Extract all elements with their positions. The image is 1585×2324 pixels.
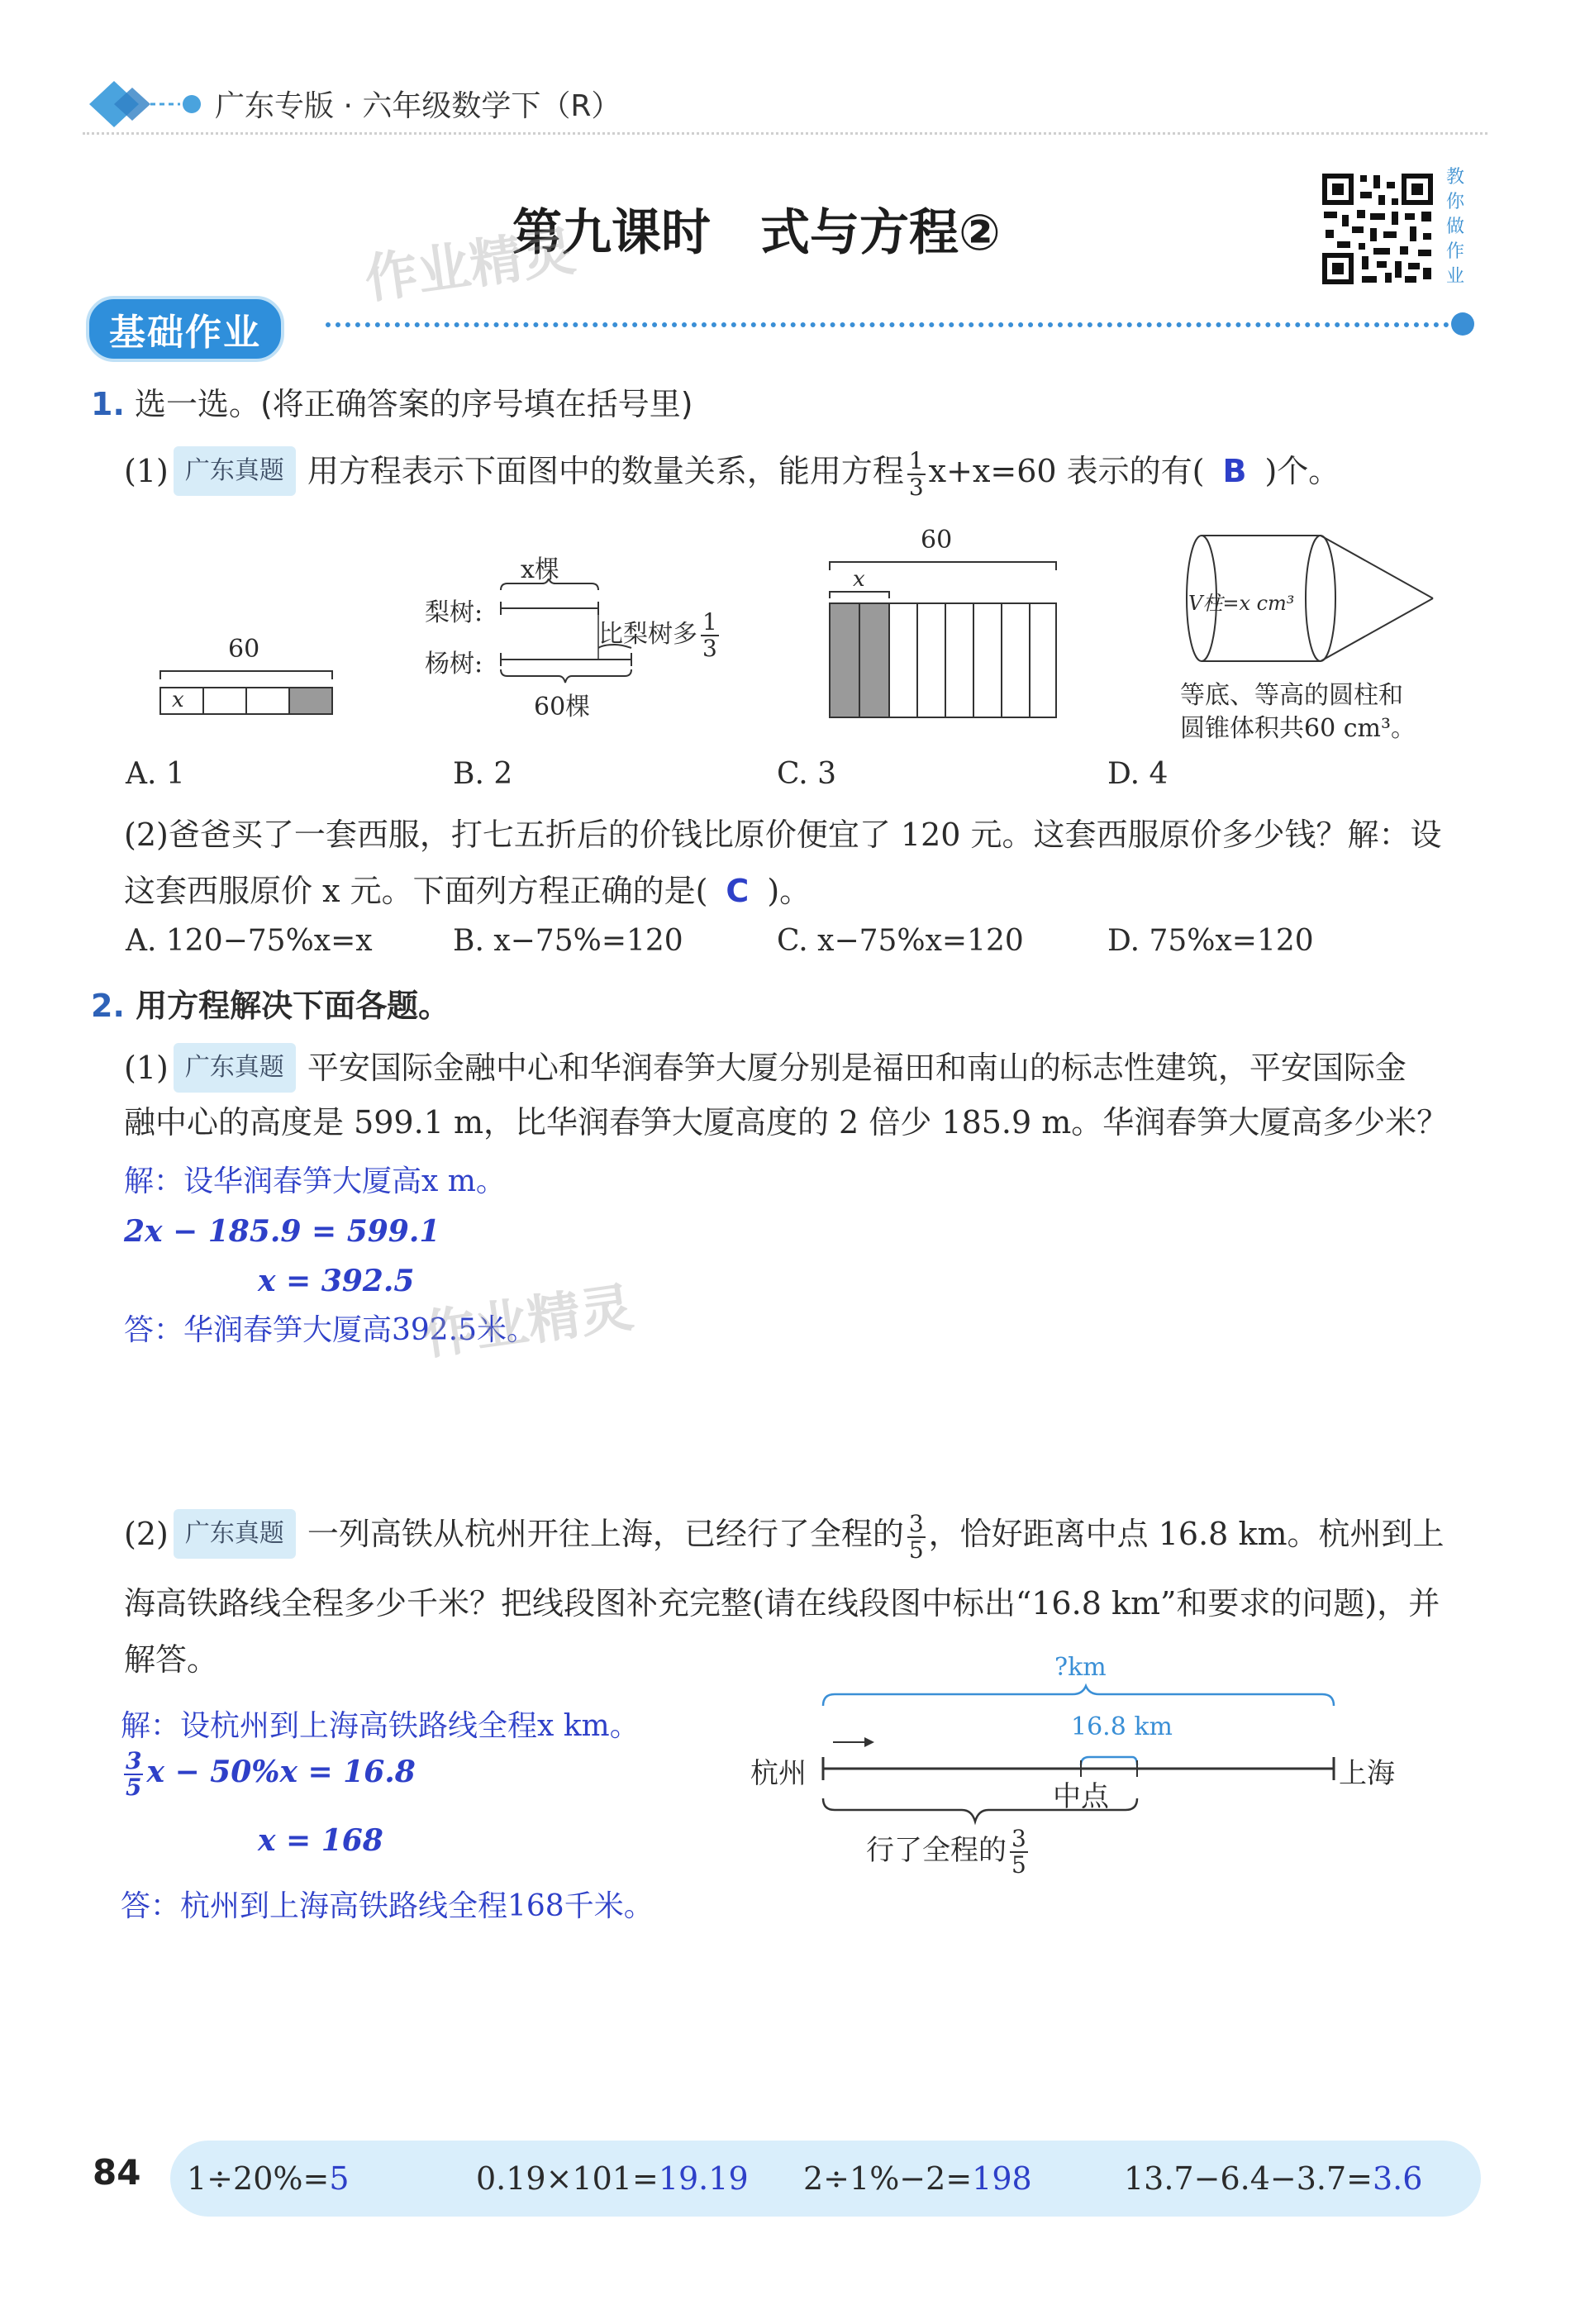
section-dot-icon [1451, 312, 1474, 336]
q1-p1-option-d: D. 4 [1107, 757, 1169, 791]
q2-p1-line1-text: 平安国际金融中心和华润春笋大厦分别是福田和南山的标志性建筑，平安国际金 [307, 1050, 1407, 1086]
figure-1 [157, 628, 339, 719]
q2-p2-sol-1: 解：设杭州到上海高铁路线全程x km。 [121, 1709, 640, 1743]
fig1-cell-label: x [172, 688, 184, 712]
fig4-formula: V柱=x cm³ [1188, 592, 1295, 615]
segment-traveled-label [866, 1826, 1031, 1878]
frac-num: 3 [1011, 1825, 1026, 1852]
footer-item-2 [476, 2155, 749, 2202]
q2-p2-sol-3: x = 168 [258, 1823, 383, 1858]
section-dotted-line [326, 322, 1449, 327]
q2-p2-line2: 海高铁路线全程多少千米？把线段图补充完整(请在线段图中标出“16.8 km”和要求的问题)，并 [124, 1585, 1440, 1622]
frac-den: 5 [908, 1536, 924, 1564]
q2-p2-sol-fraction [124, 1749, 143, 1800]
footer-calc-strip [170, 2141, 1481, 2217]
qr-code-icon [1319, 170, 1436, 288]
q2-p2-line1-a: 一列高铁从杭州开往上海，已经行了全程的 [307, 1516, 904, 1552]
q2-p2-sol-2-text: x − 50%x = 16.8 [146, 1755, 416, 1789]
q2-p2-prefix: (2) [124, 1516, 169, 1552]
figure-2 [421, 545, 752, 727]
fig1-brace [157, 668, 339, 717]
q2-p1-sol-3: x = 392.5 [258, 1264, 415, 1298]
q1-p1-option-a: A. 1 [126, 757, 185, 791]
segment-traveled-text: 行了全程的 [866, 1834, 1007, 1867]
fig4-caption-1: 等底、等高的圆柱和 [1180, 681, 1403, 710]
qr-side-text: 教你做作业 [1446, 167, 1465, 287]
frac-den: 5 [1011, 1851, 1026, 1879]
q1-p1-fraction [907, 446, 926, 501]
frac-num: 1 [908, 446, 924, 474]
q2-p1-sol-2: 2x − 185.9 = 599.1 [124, 1214, 440, 1249]
page-title: 第九课时 式与方程② [512, 204, 1001, 262]
figure-3 [823, 526, 1071, 732]
section-badge: 基础作业 [86, 296, 284, 362]
q2-p2-line1 [124, 1509, 1445, 1563]
segment-distance-label: 16.8 km [1071, 1712, 1173, 1741]
footer-expr-3: 2÷1%−2= [803, 2160, 973, 2197]
footer-ans-4: 3.6 [1373, 2160, 1423, 2197]
fig3-total: 60 [921, 526, 953, 555]
q1-number: 1. [91, 386, 125, 422]
q1-p1-text-c: )个。 [1264, 453, 1340, 489]
footer-item-3 [803, 2155, 1032, 2202]
fig2-bottom-label: 60棵 [534, 693, 591, 721]
q1-p2-answer[interactable]: C [726, 873, 750, 909]
q1-p1-text-b: x+x=60 表示的有( [928, 453, 1205, 489]
q1-p1-option-c: C. 3 [777, 757, 837, 791]
edition-label: 广东专版 · 六年级数学下（R） [215, 89, 621, 123]
segment-diagram [744, 1653, 1454, 1884]
fig4-caption-2: 圆锥体积共60 cm³。 [1180, 714, 1416, 743]
segment-midpoint-label: 中点 [1053, 1780, 1109, 1813]
q2-p1-sol-4: 答：华润春笋大厦高392.5米。 [124, 1313, 537, 1347]
q2-p2-sol-2 [121, 1749, 416, 1800]
q2-number: 2. [91, 988, 125, 1024]
footer-expr-2: 0.19×101= [476, 2160, 659, 2197]
segment-start-label: 杭州 [750, 1757, 807, 1790]
footer-item-4 [1124, 2155, 1422, 2202]
q1-p1-tag: 广东真题 [174, 446, 296, 496]
fig3-bars [823, 559, 1071, 724]
frac-den: 5 [126, 1774, 142, 1801]
q1-p1-option-b: B. 2 [453, 757, 513, 791]
fig2-row1-label: 梨树: [425, 598, 483, 627]
q1-p2-line2-b: )。 [767, 873, 812, 909]
q2-p1-line2: 融中心的高度是 599.1 m，比华润春笋大厦高度的 2 倍少 185.9 m。华润春笋大厦高多少米？ [124, 1104, 1449, 1141]
q1-title [91, 379, 693, 424]
segment-end-label: 上海 [1339, 1757, 1395, 1790]
frac-num: 3 [126, 1747, 142, 1774]
fig2-top-label: x棵 [521, 555, 559, 584]
frac-den: 3 [702, 635, 717, 662]
q1-p2-option-b: B. x−75%=120 [453, 924, 683, 958]
q2-p1-line1 [124, 1043, 1407, 1093]
frac-num: 1 [702, 608, 717, 636]
figure-4 [1180, 529, 1453, 744]
footer-ans-1: 5 [329, 2160, 350, 2197]
q2-p2-line3: 解答。 [124, 1641, 219, 1678]
q1-p1-text-a: 用方程表示下面图中的数量关系，能用方程 [307, 453, 904, 489]
header [83, 73, 1487, 131]
qr-code[interactable] [1319, 170, 1436, 288]
q1-p1-prefix: (1) [124, 453, 169, 489]
header-divider [83, 132, 1487, 135]
q2-title-text: 用方程解决下面各题。 [136, 988, 450, 1024]
q2-p1-sol-1: 解：设华润春笋大厦高x m。 [124, 1164, 506, 1198]
q1-p2-line2 [124, 868, 811, 914]
q2-p1-prefix: (1) [124, 1050, 169, 1086]
page-number: 84 [93, 2152, 141, 2193]
fig2-note-fraction [701, 610, 719, 661]
frac-num: 3 [908, 1509, 924, 1537]
watermark-middle: 作业精灵 [418, 1277, 637, 1368]
q2-p2-fraction [907, 1509, 926, 1564]
footer-item-1 [187, 2155, 350, 2202]
fig3-cell-label: x [853, 567, 865, 592]
footer-expr-4: 13.7−6.4−3.7= [1124, 2160, 1373, 2197]
q2-title [91, 980, 450, 1026]
fig2-note [598, 610, 722, 661]
q1-p2-option-a: A. 120−75%x=x [126, 924, 373, 958]
q2-p2-tag: 广东真题 [174, 1509, 296, 1559]
q1-p2-line1: (2)爸爸买了一套西服，打七五折后的价钱比原价便宜了 120 元。这套西服原价多少钱？解：设 [124, 817, 1442, 853]
diamond-logo-icon [83, 73, 215, 131]
fig2-note-text: 比梨树多 [598, 620, 697, 649]
q1-title-text: 选一选。(将正确答案的序号填在括号里) [134, 386, 693, 422]
segment-traveled-fraction [1010, 1826, 1028, 1878]
q1-p1-answer[interactable]: B [1222, 453, 1247, 489]
segment-question-label: ?km [1054, 1653, 1107, 1682]
fig2-row2-label: 杨树: [425, 650, 483, 679]
frac-den: 3 [908, 473, 924, 501]
q2-p1-tag: 广东真题 [174, 1043, 296, 1093]
section-header [86, 294, 1491, 352]
q1-p2-option-c: C. x−75%x=120 [777, 924, 1024, 958]
q1-p2-line2-a: 这套西服原价 x 元。下面列方程正确的是( [124, 873, 708, 909]
footer-expr-1: 1÷20%= [187, 2160, 330, 2197]
q2-p2-line1-b: ，恰好距离中点 16.8 km。杭州到上 [928, 1516, 1445, 1552]
q1-p1 [124, 446, 1340, 500]
footer-ans-2: 19.19 [658, 2160, 749, 2197]
q2-p2-sol-4: 答：杭州到上海高铁路线全程168千米。 [121, 1889, 654, 1923]
q1-p2-option-d: D. 75%x=120 [1107, 924, 1314, 958]
fig1-total: 60 [228, 635, 260, 664]
footer-ans-3: 198 [972, 2160, 1032, 2197]
watermark-top: 作业精灵 [360, 221, 579, 312]
